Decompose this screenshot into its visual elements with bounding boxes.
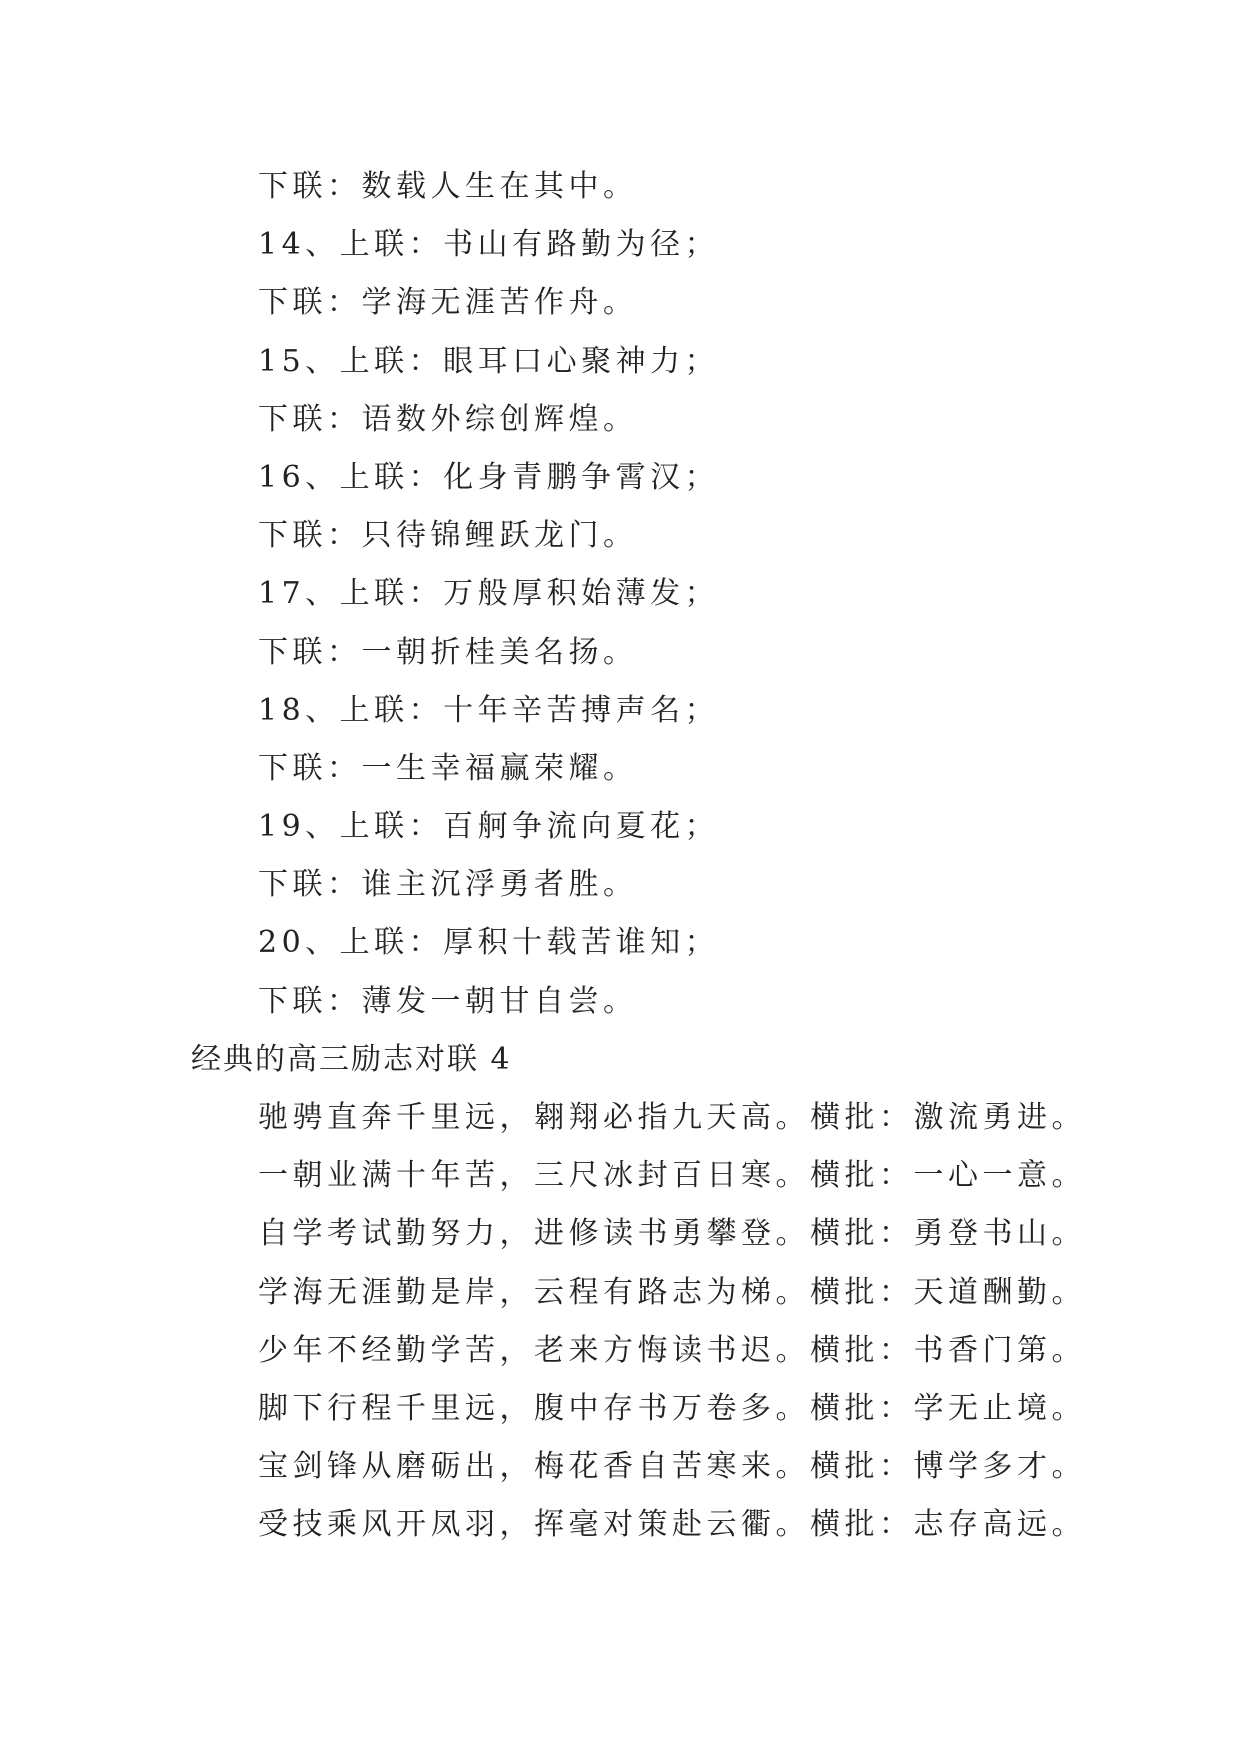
document-body: [0, 158, 1241, 1555]
couplet-line: 17、上联：万般厚积始薄发；: [258, 576, 720, 612]
couplet-line: 学海无涯勤是岸，云程有路志为梯。横批：天道酬勤。: [258, 1274, 1086, 1310]
couplet-line: 下联：一生幸福赢荣耀。: [258, 750, 638, 786]
couplet-line: 驰骋直奔千里远，翱翔必指九天高。横批：激流勇进。: [258, 1100, 1086, 1135]
couplet-line: 宝剑锋从磨砺出，梅花香自苦寒来。横批：博学多才。: [258, 1449, 1086, 1485]
couplet-line: 一朝业满十年苦，三尺冰封百日寒。横批：一心一意。: [258, 1158, 1086, 1194]
couplet-line: 下联：薄发一朝甘自尝。: [258, 983, 638, 1019]
couplet-line: 18、上联：十年辛苦搏声名；: [258, 692, 720, 728]
couplet-line: 少年不经勤学苦，老来方悔读书迟。横批：书香门第。: [258, 1332, 1086, 1368]
couplet-line: 下联：只待锦鲤跃龙门。: [258, 518, 638, 554]
couplet-line: 下联：语数外综创辉煌。: [258, 401, 638, 437]
couplet-line: 下联：谁主沉浮勇者胜。: [258, 867, 638, 903]
couplet-line: 自学考试勤努力，进修读书勇攀登。横批：勇登书山。: [258, 1216, 1086, 1252]
couplet-line: 19、上联：百舸争流向夏花；: [258, 809, 720, 845]
couplet-line: 受技乘风开凤羽，挥毫对策赴云衢。横批：志存高远。: [258, 1507, 1086, 1543]
couplet-line: 下联：学海无涯苦作舟。: [258, 285, 638, 321]
couplet-line: 20、上联：厚积十载苦谁知；: [258, 925, 720, 961]
couplet-line: 下联：一朝折桂美名扬。: [258, 634, 638, 670]
section-heading: 经典的高三励志对联 4: [191, 1041, 512, 1077]
couplet-line: 14、上联：书山有路勤为径；: [258, 227, 720, 263]
couplet-line: 16、上联：化身青鹏争霄汉；: [258, 459, 720, 495]
couplet-line: 脚下行程千里远，腹中存书万卷多。横批：学无止境。: [258, 1390, 1086, 1426]
couplet-line: 下联：数载人生在其中。: [258, 169, 638, 204]
couplet-line: 15、上联：眼耳口心聚神力；: [258, 343, 720, 379]
